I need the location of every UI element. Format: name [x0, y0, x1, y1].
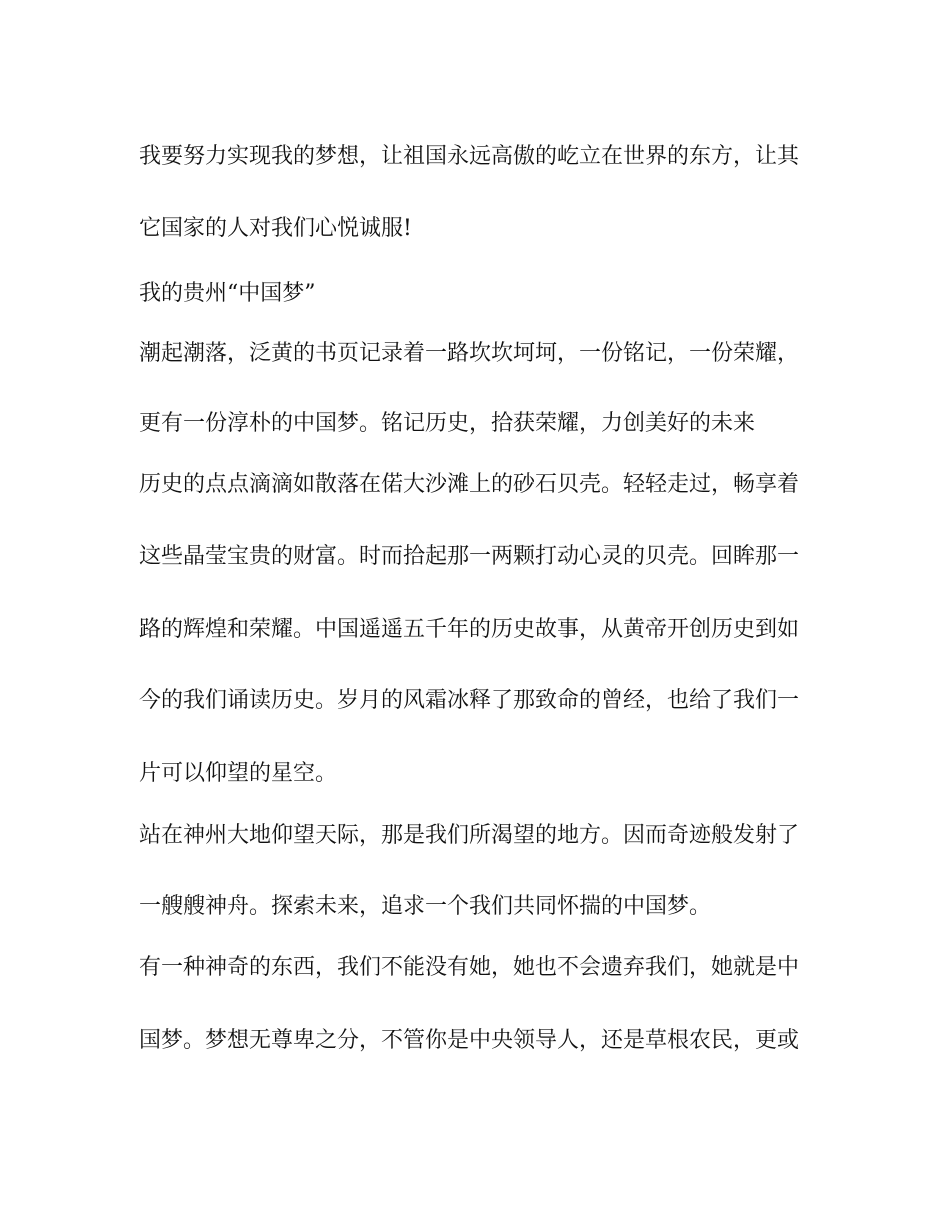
text-line: 它国家的人对我们心悦诚服!: [139, 216, 412, 241]
text-line: 片可以仰望的星空。: [139, 761, 338, 786]
text-line: 我要努力实现我的梦想，让祖国永远高傲的屹立在世界的东方，让其: [139, 144, 800, 169]
text-line: 国梦。梦想无尊卑之分，不管你是中央领导人，还是草根农民，更或: [139, 1028, 800, 1053]
text-line: 潮起潮落，泛黄的书页记录着一路坎坎坷坷，一份铭记，一份荣耀，: [139, 341, 800, 366]
text-line: 有一种神奇的东西，我们不能没有她，她也不会遗弃我们，她就是中: [139, 955, 800, 980]
text-line: 站在神州大地仰望天际，那是我们所渴望的地方。因而奇迹般发射了: [139, 823, 800, 848]
text-line: 路的辉煌和荣耀。中国遥遥五千年的历史故事，从黄帝开创历史到如: [139, 617, 800, 642]
text-line: 这些晶莹宝贵的财富。时而拾起那一两颗打动心灵的贝壳。回眸那一: [139, 544, 800, 569]
section-title: 我的贵州“中国梦”: [139, 281, 316, 306]
text-line: 历史的点点滴滴如散落在偌大沙滩上的砂石贝壳。轻轻走过，畅享着: [139, 472, 800, 497]
text-line: 一艘艘神舟。探索未来，追求一个我们共同怀揣的中国梦。: [139, 894, 712, 919]
text-line: 今的我们诵读历史。岁月的风霜冰释了那致命的曾经，也给了我们一: [139, 688, 800, 713]
text-line: 更有一份淳朴的中国梦。铭记历史，拾获荣耀，力创美好的未来: [139, 411, 756, 436]
